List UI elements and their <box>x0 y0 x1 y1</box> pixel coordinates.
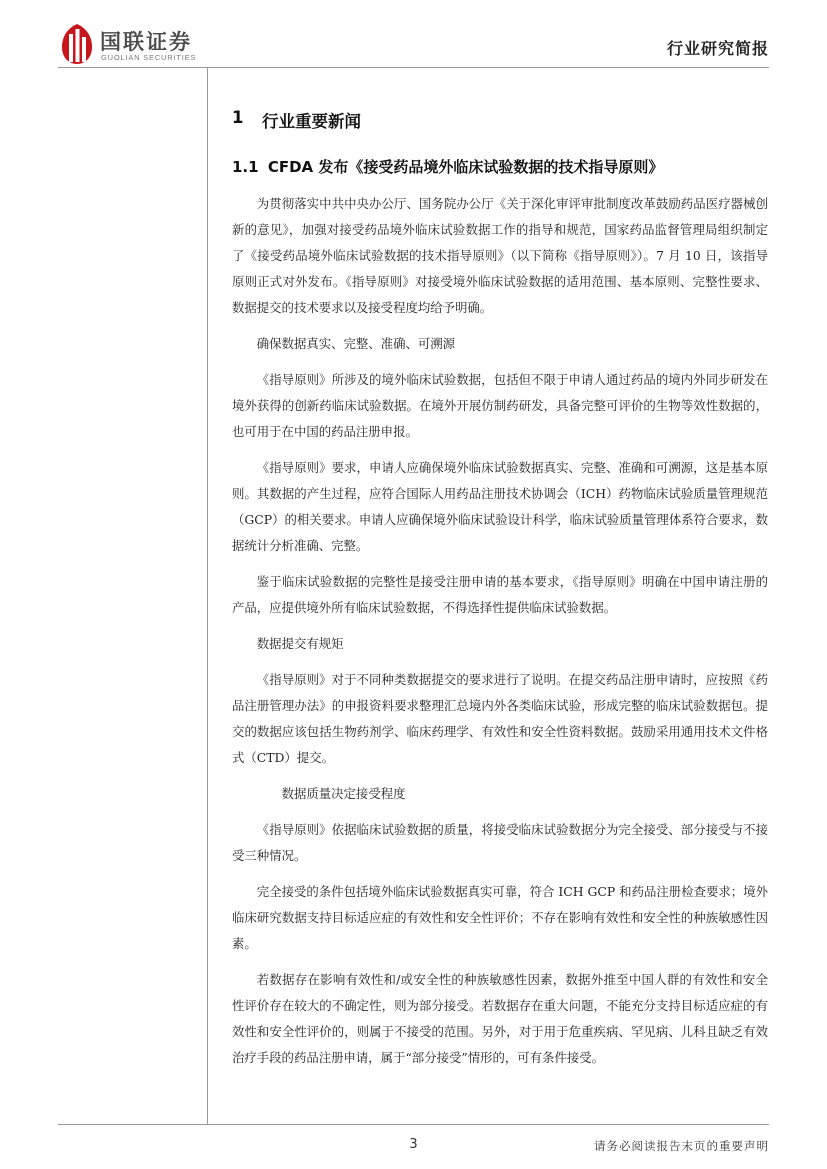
section-heading <box>232 108 768 138</box>
paragraph: 《指导原则》对于不同种类数据提交的要求进行了说明。在提交药品注册申请时，应按照《药品注册管理办法》的申报资料要求整理汇总境内外各类临床试验，形成完整的临床试验数据包。提交的数据应该包括生物药剂学、临床药理学、有效性和安全性资料数据。鼓励采用通用技术文件格式（CTD）提交。 <box>232 672 768 765</box>
logo-chinese-name: 国联证券 <box>100 30 192 54</box>
document-type: 行业研究简报 <box>666 39 769 58</box>
left-margin-divider <box>207 68 208 1124</box>
paragraph: 《指导原则》要求，申请人应确保境外临床试验数据真实、完整、准确和可溯源，这是基本原则。其数据的产生过程，应符合国际人用药品注册技术协调会（ICH）药物临床试验质量管理规范（GCP）的相关要求。申请人应确保境外临床试验设计科学，临床试验质量管理体系符合要求，数据统计分析准确、完整。 <box>232 460 768 553</box>
subsection-title: CFDA 发布《接受药品境外临床试验数据的技术指导原则》 <box>267 158 664 176</box>
logo-english-name: GUOLIAN SECURITIES <box>101 53 197 62</box>
topic-subheading: 数据提交有规矩 <box>256 636 344 651</box>
footer-disclaimer: 请务必阅读报告末页的重要声明 <box>594 1139 769 1153</box>
paragraph: 为贯彻落实中共中央办公厅、国务院办公厅《关于深化审评审批制度改革鼓励药品医疗器械创新的意见》，加强对接受药品境外临床试验数据工作的指导和规范，国家药品监督管理局组织制定了《接受药品境外临床试验数据的技术指导原则》（以下简称《指导原则》）。7 月 10 日，该指导原则正式对外发布。《指导原则》对接受境外临床试验数据的适用范围、基本原则、完整性要求、数据提交的技术要求以及接受程度均给予明确。 <box>232 196 768 315</box>
topic-subheading: 数据质量决定接受程度 <box>281 786 406 801</box>
page-number: 3 <box>409 1137 418 1152</box>
section-number: 1 <box>232 108 244 127</box>
subsection-number: 1.1 <box>232 158 259 176</box>
main-content <box>232 108 768 1081</box>
paragraph: 《指导原则》依据临床试验数据的质量，将接受临床试验数据分为完全接受、部分接受与不接受三种情况。 <box>232 822 768 863</box>
header-divider <box>58 67 769 68</box>
paragraph: 《指导原则》所涉及的境外临床试验数据，包括但不限于申请人通过药品的境内外同步研发在境外获得的创新药临床试验数据。在境外开展仿制药研发，具备完整可评价的生物等效性数据的，也可用于在中国的药品注册申报。 <box>232 372 768 439</box>
footer-divider <box>58 1124 769 1125</box>
paragraph: 完全接受的条件包括境外临床试验数据真实可靠，符合 ICH GCP 和药品注册检查要求；境外临床研究数据支持目标适应症的有效性和安全性评价；不存在影响有效性和安全性的种族敏感性因素。 <box>232 884 768 951</box>
paragraph: 若数据存在影响有效性和/或安全性的种族敏感性因素，数据外推至中国人群的有效性和安全性评价存在较大的不确定性，则为部分接受。若数据存在重大问题，不能充分支持目标适应症的有效性和安全性评价的，则属于不接受的范围。另外，对于用于危重疾病、罕见病、儿科且缺乏有效治疗手段的药品注册申请，属于“部分接受”情形的，可有条件接受。 <box>232 972 768 1065</box>
guolian-logo-icon <box>60 22 94 66</box>
article-body <box>232 191 768 1071</box>
paragraph: 鉴于临床试验数据的完整性是接受注册申请的基本要求，《指导原则》明确在中国申请注册的产品，应提供境外所有临床试验数据，不得选择性提供临床试验数据。 <box>232 574 768 615</box>
topic-subheading: 确保数据真实、完整、准确、可溯源 <box>256 336 456 351</box>
section-title: 行业重要新闻 <box>262 112 361 131</box>
subsection-heading <box>232 156 768 177</box>
